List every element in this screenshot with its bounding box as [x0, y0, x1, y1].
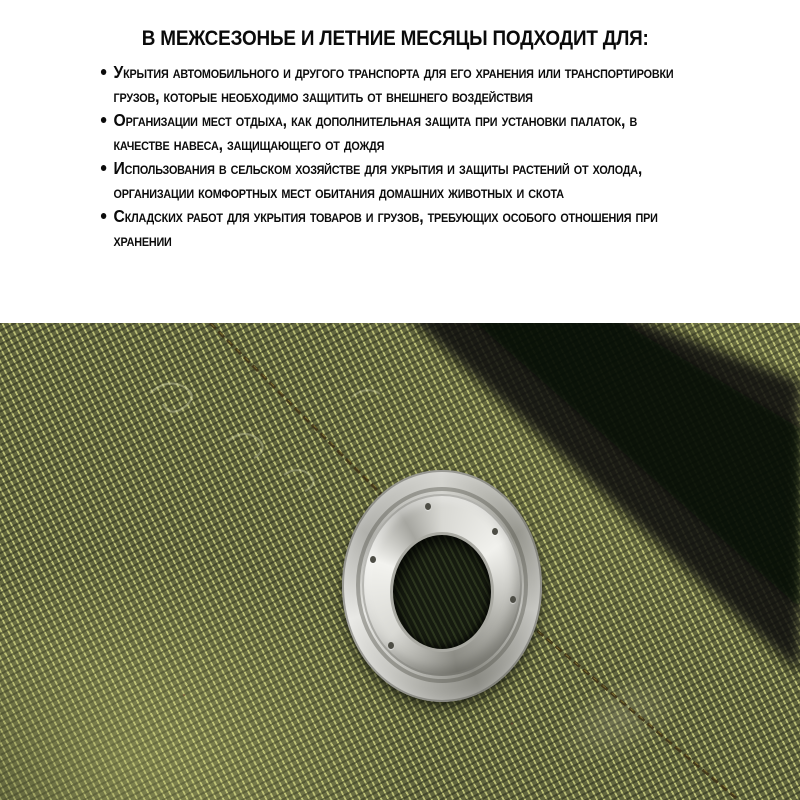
grommet-dimple — [492, 528, 498, 535]
list-item-text: Организации мест отдыха, как дополнительная защита при установки палаток, в качестве навеса, защищающего от дождя — [113, 110, 638, 154]
bullet-icon — [101, 69, 106, 75]
lint-thread — [352, 390, 380, 397]
grommet-dimple — [370, 556, 376, 563]
grommet-hole — [390, 532, 494, 652]
lint-thread — [284, 470, 314, 491]
grommet-dimple — [388, 642, 394, 649]
list-item — [100, 60, 690, 108]
list-item — [100, 156, 690, 204]
lint-thread — [228, 434, 263, 458]
list-item-text: Складских работ для укрытия товаров и грузов, требующих особого отношения при хранении — [113, 206, 658, 250]
bullet-icon — [101, 213, 106, 219]
info-section — [0, 0, 800, 323]
section-heading: В МЕЖСЕЗОНЬЕ И ЛЕТНИЕ МЕСЯЦЫ ПОДХОДИТ ДЛЯ: — [141, 27, 649, 50]
grommet-dimple — [425, 503, 431, 510]
list-item-text: Использования в сельском хозяйстве для укрытия и защиты растений от холода, организации комфортных мест обитания домашних животных и скота — [113, 158, 643, 202]
list-item — [100, 108, 690, 156]
lint-thread — [150, 384, 192, 412]
bullet-icon — [101, 117, 106, 123]
list-item — [100, 204, 690, 252]
seam-thread-lower — [528, 623, 742, 800]
text-block — [100, 26, 690, 252]
grommet — [342, 470, 542, 702]
tarp-photo — [0, 323, 800, 800]
use-case-list — [100, 60, 690, 252]
list-item-text: Укрытия автомобильного и другого транспорта для его хранения или транспортировки грузов, которые необходимо защитить от внешнего воздействия — [113, 62, 674, 106]
bullet-icon — [101, 165, 106, 171]
grommet-dimple — [510, 596, 516, 603]
